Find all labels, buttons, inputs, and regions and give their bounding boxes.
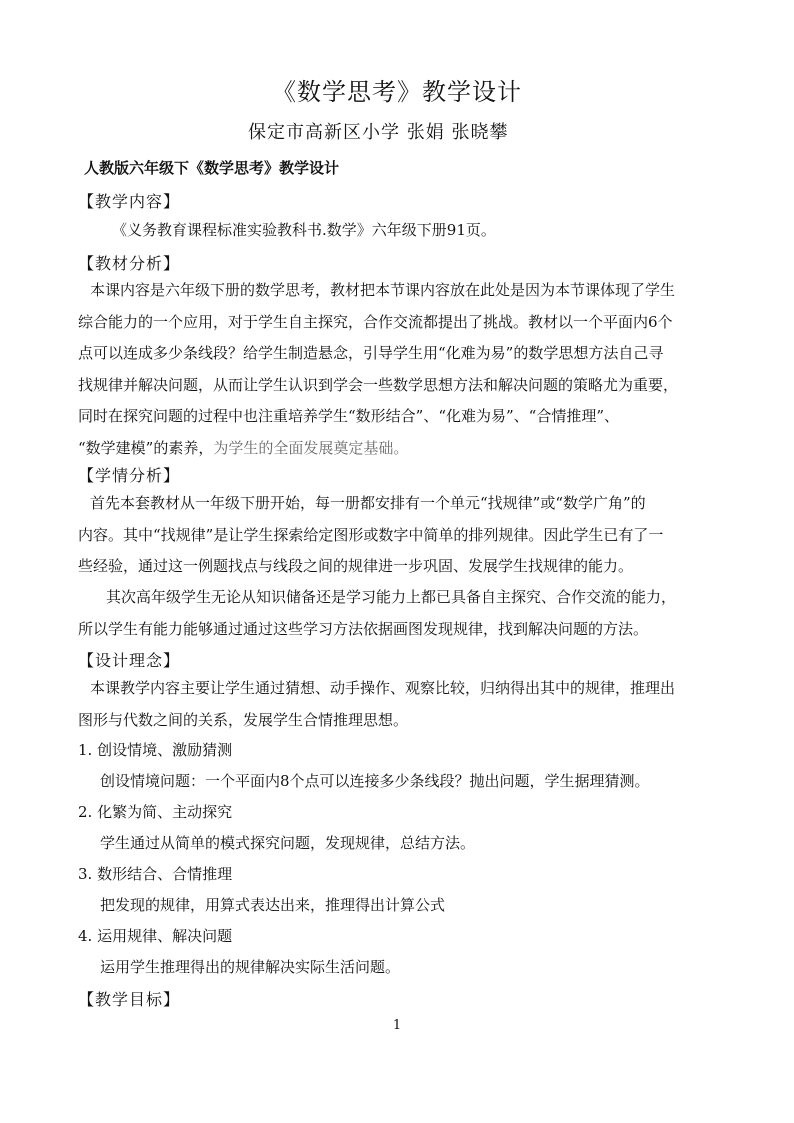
students-paragraph-2 xyxy=(78,582,718,645)
material-line: 找规律并解决问题，从而让学生认识到学会一些数学思想方法和解决问题的策略尤为重要， xyxy=(78,375,679,394)
concept-step-title: 1. 创设情境、激励猜测 xyxy=(78,741,233,759)
concept-line: 本课教学内容主要让学生通过猜想、动手操作、观察比较，归纳得出其中的规律，推理出 xyxy=(90,679,676,697)
students-line: 其次高年级学生无论从知识储备还是学习能力上都已具备自主探究、合作交流的能力， xyxy=(106,588,677,606)
content-text: 《义务教育课程标准实验教科书.数学》六年级下册91页。 xyxy=(112,221,496,239)
material-line-last xyxy=(78,433,718,465)
material-line-tail: 为学生的全面发展奠定基础。 xyxy=(213,438,409,457)
concept-step-title: 4. 运用规律、解决问题 xyxy=(78,927,233,945)
material-paragraph xyxy=(78,275,718,464)
material-line: 点可以连成多少条线段？给学生制造悬念，引导学生用“化难为易”的数学思想方法自己寻 xyxy=(78,344,664,362)
concept-step-desc: 把发现的规律，用算式表达出来，推理得出计算公式 xyxy=(100,896,446,914)
concept-paragraph xyxy=(78,673,718,736)
concept-line: 图形与代数之间的关系，发展学生合情推理思想。 xyxy=(78,710,409,729)
section-heading-students: 【学情分析】 xyxy=(78,466,181,485)
document-title: 《数学思考》教学设计 xyxy=(272,78,522,106)
material-line: 同时在探究问题的过程中也注重培养学生“数形结合”、“化难为易”、“合情推理”、 xyxy=(78,407,620,425)
concept-step-desc: 创设情境问题：一个平面内8个点可以连接多少条线段？抛出问题，学生据理猜测。 xyxy=(100,772,650,790)
students-paragraph-1 xyxy=(78,488,718,583)
students-line: 内容。其中“找规律”是让学生探索给定图形或数字中简单的排列规律。因此学生已有了一 xyxy=(78,525,664,544)
author-line: 保定市高新区小学 张娟 张晓攀 xyxy=(248,122,509,143)
section-heading-concept: 【设计理念】 xyxy=(78,651,181,670)
section-heading-material: 【教材分析】 xyxy=(78,254,181,273)
material-line: 本课内容是六年级下册的数学思考，教材把本节课内容放在此处是因为本节课体现了学生 xyxy=(90,281,676,299)
concept-step-title: 3. 数形结合、合情推理 xyxy=(78,865,233,883)
concept-step-title: 2. 化繁为简、主动探究 xyxy=(78,803,233,821)
concept-step-desc: 运用学生推理得出的规律解决实际生活问题。 xyxy=(100,958,401,976)
section-heading-content: 【教学内容】 xyxy=(78,192,181,211)
students-line: 所以学生有能力能够通过通过这些学习方法依据画图发现规律，找到解决问题的方法。 xyxy=(78,619,649,638)
students-line: 些经验，通过这一例题找点与线段之间的规律进一步巩固、发展学生找规律的能力。 xyxy=(78,557,634,575)
section-heading-goals: 【教学目标】 xyxy=(78,990,181,1009)
concept-step-desc: 学生通过从简单的模式探究问题，发现规律，总结方法。 xyxy=(100,834,476,852)
material-line-head: “数学建模”的素养， xyxy=(78,438,214,457)
document-subtitle: 人教版六年级下《数学思考》教学设计 xyxy=(84,159,340,177)
students-line: 首先本套教材从一年级下册开始，每一册都安排有一个单元“找规律”或“数学广角”的 xyxy=(90,494,646,512)
material-line: 综合能力的一个应用，对于学生自主探究，合作交流都提出了挑战。教材以一个平面内6个 xyxy=(78,312,673,331)
page-number: 1 xyxy=(392,1018,402,1033)
